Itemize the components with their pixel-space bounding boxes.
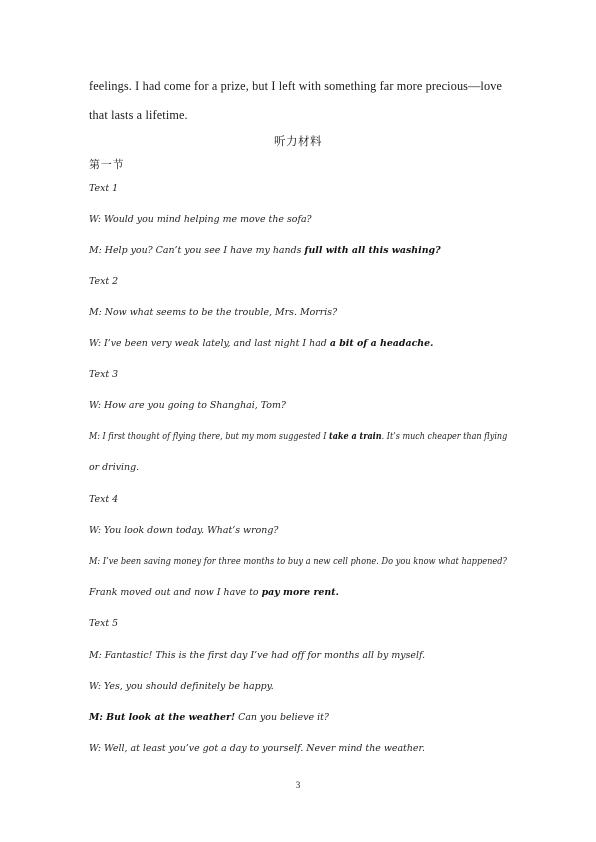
text-3-label: Text 3: [89, 369, 119, 380]
opening-paragraph-line-1: feelings. I had come for a prize, but I left with something far more precious—love: [89, 79, 502, 93]
text-5-line-2: W: Yes, you should definitely be happy.: [89, 681, 274, 692]
text-3-line-3: or driving.: [89, 462, 140, 473]
text-2-line-2: W: I’ve been very weak lately, and last night I had a bit of a headache.: [89, 338, 434, 349]
text-4-line-1: W: You look down today. What’s wrong?: [89, 525, 279, 536]
text-5-line-3: M: But look at the weather! Can you believe it?: [89, 712, 329, 723]
text-3-line-1: W: How are you going to Shanghai, Tom?: [89, 400, 286, 411]
text-2-label: Text 2: [89, 276, 119, 287]
text-1-line-2: M: Help you? Can’t you see I have my hands full with all this washing?: [89, 245, 441, 256]
listening-material-heading: 听力材料: [274, 136, 322, 148]
text-5-line-1: M: Fantastic! This is the first day I’ve had off for months all by myself.: [89, 650, 426, 661]
text-4-line-3: Frank moved out and now I have to pay more rent.: [89, 587, 339, 598]
page-number: 3: [295, 780, 301, 790]
text-4-label: Text 4: [89, 494, 119, 505]
text-1-line-1: W: Would you mind helping me move the sofa?: [89, 214, 312, 225]
text-1-label: Text 1: [89, 183, 119, 194]
text-5-line-4: W: Well, at least you’ve got a day to yourself. Never mind the weather.: [89, 743, 425, 754]
text-5-label: Text 5: [89, 618, 119, 629]
text-3-line-2: M: I first thought of flying there, but my mom suggested I take a train. It’s much cheaper than flying: [89, 431, 508, 442]
text-4-line-2: M: I’ve been saving money for three months to buy a new cell phone. Do you know what happened?: [89, 556, 507, 567]
opening-paragraph-line-2: that lasts a lifetime.: [89, 108, 188, 122]
text-2-line-1: M: Now what seems to be the trouble, Mrs. Morris?: [89, 307, 338, 318]
section-label: 第一节: [89, 159, 125, 171]
